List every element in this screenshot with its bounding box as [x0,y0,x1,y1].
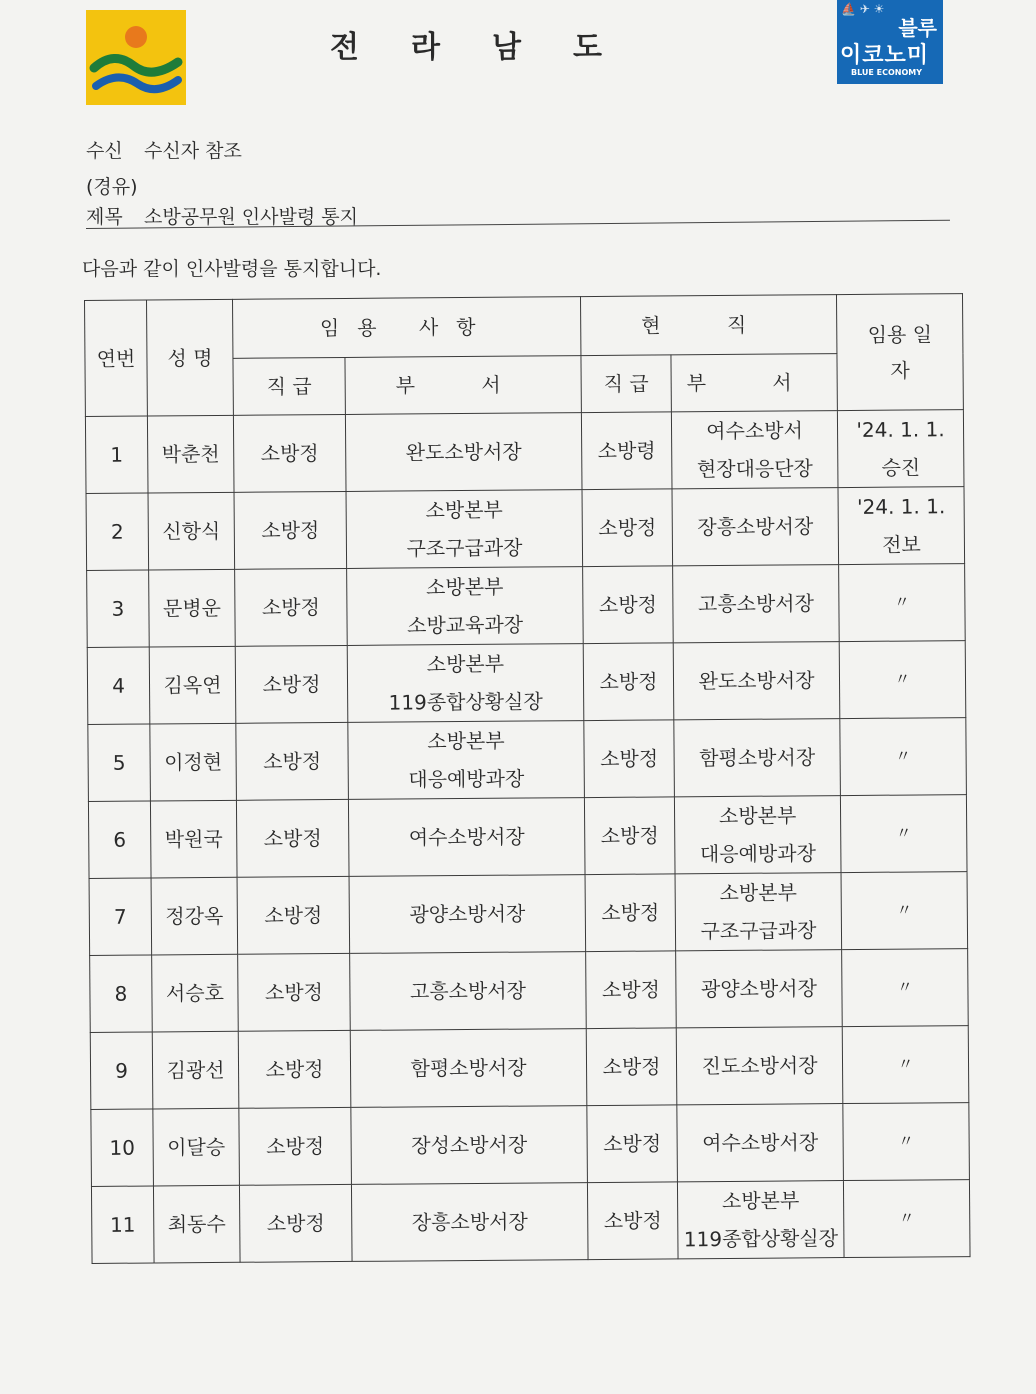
new-dept-line: 광양소방서장 [409,901,526,927]
new-dept-line: 장성소방서장 [411,1132,528,1158]
cell-name: 김광선 [152,1031,239,1109]
cell-name: 신항식 [148,492,235,570]
cur-dept-line: 소방본부 [721,1188,800,1214]
cell-new-dept [347,567,584,646]
cell-name: 박춘천 [147,415,234,493]
cell-new-rank: 소방정 [233,414,346,492]
cell-cur-dept [677,1104,844,1182]
cell-cur-dept [676,950,843,1028]
cur-dept-line: 소방본부 [718,803,797,829]
header-new-dept: 부 서 [345,356,581,415]
cell-name: 김옥연 [149,646,236,724]
date-line: 〃 [894,669,911,689]
cur-dept-line: 구조구급과장 [700,918,817,944]
table-row [88,795,967,879]
cur-dept-line: 장흥소방서장 [697,514,814,540]
subject-value: 소방공무원 인사발령 통지 [144,206,358,228]
blue-economy-logo: ⛵ ✈ ☀ 블루 이코노미 BLUE ECONOMY [837,0,943,84]
cell-new-dept [349,875,586,954]
cell-name: 문병운 [149,569,236,647]
cur-dept-line: 여수소방서장 [702,1130,819,1156]
personnel-table-wrap [84,293,970,1264]
via-label: (경유) [86,176,138,198]
cell-new-rank: 소방정 [239,1107,352,1185]
cell-no: 11 [91,1186,154,1263]
date-line: '24. 1. 1. [856,494,946,519]
via-line [86,172,138,199]
cell-cur-rank: 소방정 [584,797,675,875]
cell-new-dept [351,1106,588,1185]
cell-cur-dept [674,719,841,797]
cell-cur-dept [677,1181,844,1259]
cell-new-rank: 소방정 [237,876,350,954]
cell-name: 박원국 [150,800,237,878]
cell-cur-rank: 소방령 [581,412,672,490]
sailboat-icon: ⛵ ✈ ☀ [841,2,885,16]
header-appointment: 임용 사항 [232,297,580,359]
cell-new-dept [350,952,587,1031]
date-line: 〃 [893,592,910,612]
cell-cur-rank: 소방정 [586,1028,677,1106]
cell-new-rank: 소방정 [235,645,348,723]
new-dept-line: 완도소방서장 [405,439,522,465]
cell-no: 8 [90,955,153,1032]
cur-dept-line: 함평소방서장 [699,745,816,771]
cell-date [843,1103,970,1181]
cell-date [839,564,966,642]
new-dept-line: 고흥소방서장 [409,978,527,1004]
cell-date [840,718,967,796]
cell-cur-dept [675,873,842,951]
cell-date [840,795,967,873]
recipient-line [86,136,242,163]
date-line: 전보 [882,532,921,557]
cell-new-rank: 소방정 [236,799,349,877]
cell-date [843,1180,970,1258]
table-row [87,564,966,648]
cell-no: 5 [88,724,151,801]
new-dept-line: 소방본부 [427,728,505,754]
cell-no: 9 [90,1032,153,1109]
date-line: 승진 [881,455,921,480]
table-row [90,949,969,1033]
date-line: 〃 [896,977,914,997]
cur-dept-line: 대응예방과장 [699,841,816,867]
date-line: 〃 [898,1131,915,1151]
cell-new-dept [348,721,585,800]
table-row [85,410,964,494]
new-dept-line: 함평소방서장 [410,1055,527,1081]
new-dept-line: 구조구급과장 [406,535,523,561]
header-date: 임용 일자 [836,294,963,411]
table-row [91,1180,970,1264]
cell-cur-rank: 소방정 [583,643,674,721]
cell-date [838,487,965,565]
cell-no: 10 [91,1109,154,1186]
cur-dept-line: 고흥소방서장 [697,591,814,617]
new-dept-line: 소방교육과장 [407,612,524,638]
cell-date [842,949,969,1027]
recipient-value: 수신자 참조 [144,140,242,162]
cell-no: 7 [89,878,152,955]
cell-new-rank: 소방정 [238,1030,351,1108]
cur-dept-line: 진도소방서장 [701,1053,818,1079]
recipient-label: 수신 [86,140,123,162]
cur-dept-line: 완도소방서장 [698,668,815,694]
intro-text: 다음과 같이 인사발령을 통지합니다. [82,258,382,280]
cell-new-rank: 소방정 [235,568,348,646]
cell-new-dept [351,1183,588,1262]
cell-no: 2 [86,493,149,570]
table-row [87,641,966,725]
cur-dept-line: 여수소방서 [706,418,803,444]
cell-name: 서승호 [152,954,239,1032]
cell-new-dept [348,798,585,877]
cell-cur-rank: 소방정 [582,489,673,567]
new-dept-line: 소방본부 [426,574,504,600]
cell-name: 이정현 [150,723,237,801]
cur-dept-line: 소방본부 [719,880,797,906]
new-dept-line: 소방본부 [425,497,503,523]
cell-new-rank: 소방정 [236,722,349,800]
cell-cur-dept [673,565,840,643]
cell-cur-dept [673,642,840,720]
jeonnam-logo [86,10,186,105]
cell-cur-rank: 소방정 [587,1182,678,1260]
cell-no: 1 [85,416,148,493]
cell-new-rank: 소방정 [238,953,351,1031]
date-line: 〃 [898,1208,915,1228]
cell-cur-dept [676,1027,843,1105]
header-name: 성 명 [147,299,234,416]
cell-new-rank: 소방정 [239,1184,352,1262]
new-dept-line: 119종합상황실장 [388,689,543,715]
cell-cur-rank: 소방정 [584,720,675,798]
cell-cur-dept [672,488,839,566]
cell-no: 6 [88,801,151,878]
cell-no: 3 [87,570,150,647]
page-title: 전라남도 [330,30,654,65]
cell-cur-rank: 소방정 [587,1105,678,1183]
cell-date [842,1026,969,1104]
cell-new-dept [346,490,583,569]
subject-label: 제목 [86,206,123,228]
header-no: 연번 [85,300,148,416]
cell-cur-dept [671,411,838,489]
new-dept-line: 장흥소방서장 [411,1209,528,1235]
cell-cur-dept [674,796,841,874]
cell-cur-rank: 소방정 [585,874,676,952]
table-row [90,1026,969,1110]
cell-date [837,410,964,488]
cur-dept-line: 광양소방서장 [700,976,817,1002]
date-line: 〃 [896,900,913,920]
cur-dept-line: 현장대응단장 [696,456,813,482]
cell-name: 최동수 [153,1185,240,1263]
cell-date [839,641,966,719]
cell-new-dept [347,644,584,723]
date-line: 〃 [895,746,912,766]
table-body [85,410,970,1264]
cell-new-dept [345,413,582,492]
cell-new-rank: 소방정 [234,491,347,569]
header-new-rank: 직 급 [233,357,345,415]
new-dept-line: 소방본부 [426,651,505,677]
table-row [91,1103,970,1187]
cell-name: 정강옥 [151,877,238,955]
cell-name: 이달승 [153,1108,240,1186]
header-cur-rank: 직 급 [581,355,671,413]
table-row [88,718,967,802]
new-dept-line: 대응예방과장 [408,766,525,792]
cell-new-dept [350,1029,587,1108]
cell-cur-rank: 소방정 [583,566,674,644]
cell-cur-rank: 소방정 [586,951,677,1029]
header-current: 현 직 [581,295,837,356]
date-line: 〃 [897,1054,914,1074]
new-dept-line: 여수소방서장 [408,824,525,850]
cell-date [841,872,968,950]
table-row [86,487,965,571]
cur-dept-line: 119종합상황실장 [683,1226,839,1252]
table-row [89,872,968,956]
date-line: 〃 [895,823,912,843]
cell-no: 4 [87,647,150,724]
header-cur-dept: 부 서 [671,354,837,412]
date-line: '24. 1. 1. [856,417,945,442]
personnel-table [84,293,971,1264]
